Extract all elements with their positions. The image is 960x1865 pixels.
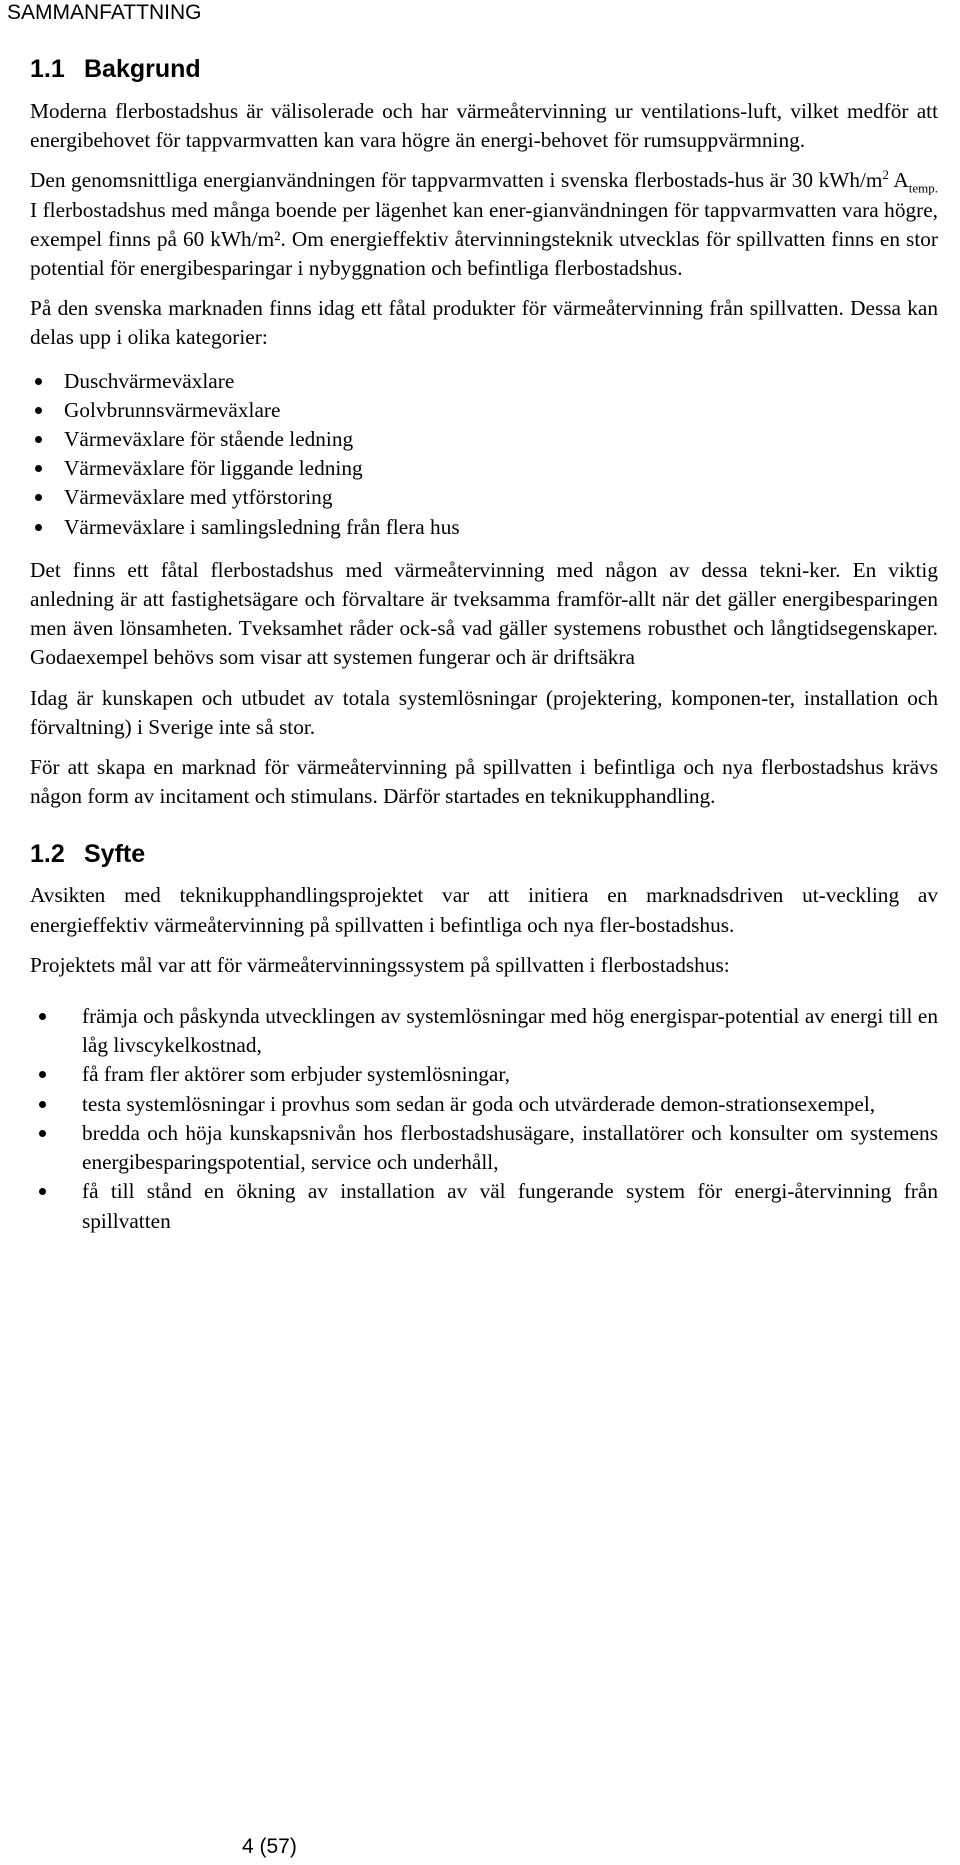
text-segment: I flerbostadshus med många boende per lägenhet kan ener-gianvändningen för tappvarmvatten vara högre, exempel finns på 60 kWh/m². Om energieffektiv återvinningsteknik utvecklas för spillvatten finns en stor potential för energibesparingar i nybyggnation och befintliga flerbostadshus. [30, 197, 938, 281]
category-list [30, 367, 938, 542]
list-item: Värmeväxlare för stående ledning [30, 425, 938, 454]
paragraph-procurement: För att skapa en marknad för värmeåtervinning på spillvatten i befintliga och nya flerbostadshus krävs någon form av incitament och stimulans. Därför startades en teknikupphandling. [30, 755, 938, 809]
page-header: SAMMANFATTNING [7, 1, 202, 24]
paragraph-purpose: Avsikten med teknikupphandlingsprojektet var att initiera en marknadsdriven ut-veckling av energieffektiv värmeåtervinning på spillvatten i befintliga och nya fler-bostadshus. [30, 883, 938, 937]
list-item: främja och påskynda utvecklingen av systemlösningar med hög energispar-potential av energi till en låg livscykelkostnad, [30, 1002, 938, 1060]
list-item: få fram fler aktörer som erbjuder systemlösningar, [30, 1060, 938, 1089]
page-number: 4 (57) [242, 1835, 297, 1858]
paragraph-intro: Moderna flerbostadshus är välisolerade och har värmeåtervinning ur ventilations-luft, vilket medför att energibehovet för tappvarmvatten kan vara högre än energi-behovet för rumsuppvärmning. [30, 99, 938, 153]
list-item: testa systemlösningar i provhus som sedan är goda och utvärderade demon-strationsexempel, [30, 1090, 938, 1119]
superscript: 2 [882, 167, 889, 183]
text-segment: Den genomsnittliga energianvändningen för tappvarmvatten i svenska flerbostads-hus är 30 kWh/m [30, 168, 883, 193]
subscript: temp. [908, 180, 939, 196]
paragraph-goals-intro: Projektets mål var att för värmeåtervinningssystem på spillvatten i flerbostadshus: [30, 952, 730, 977]
list-item: Värmeväxlare med ytförstoring [30, 483, 938, 512]
paragraph-knowledge: Idag är kunskapen och utbudet av totala systemlösningar (projektering, komponen-ter, installation och förvaltning) i Sverige inte så stor. [30, 685, 938, 739]
section-number: 1.1 [30, 55, 65, 83]
section-heading-syfte [30, 839, 938, 869]
paragraph-doubts: Det finns ett fåtal flerbostadshus med värmeåtervinning med någon av dessa tekni-ker. En viktig anledning är att fastighetsägare och förvaltare är tveksamma framför-allt när det gäller energibesparingen men även lönsamheten. Tveksamhet råder ock-så vad gäller systemens robusthet och långtidsegenskaper. Godaexempel behövs som visar att systemen fungerar och är driftsäkra [30, 557, 938, 670]
section-number: 1.2 [30, 840, 65, 869]
list-item: Golvbrunnsvärmeväxlare [30, 396, 938, 425]
list-item: få till stånd en ökning av installation av väl fungerande system för energi-återvinning från spillvatten [30, 1177, 938, 1235]
paragraph-energy-use [30, 166, 938, 283]
list-item: Värmeväxlare i samlingsledning från flera hus [30, 513, 938, 542]
paragraph-market: På den svenska marknaden finns idag ett fåtal produkter för värmeåtervinning från spillvatten. Dessa kan delas upp i olika kategorier: [30, 296, 938, 350]
section-heading-bakgrund [30, 54, 938, 84]
text-segment: A [888, 168, 909, 193]
goals-list [30, 1002, 938, 1236]
list-item: Duschvärmeväxlare [30, 367, 938, 396]
document-body [30, 54, 938, 1236]
list-item: bredda och höja kunskapsnivån hos flerbostadshusägare, installatörer och konsulter om systemens energibesparingspotential, service och underhåll, [30, 1119, 938, 1177]
list-item: Värmeväxlare för liggande ledning [30, 454, 938, 483]
section-title: Bakgrund [84, 55, 201, 83]
section-title: Syfte [84, 840, 146, 869]
